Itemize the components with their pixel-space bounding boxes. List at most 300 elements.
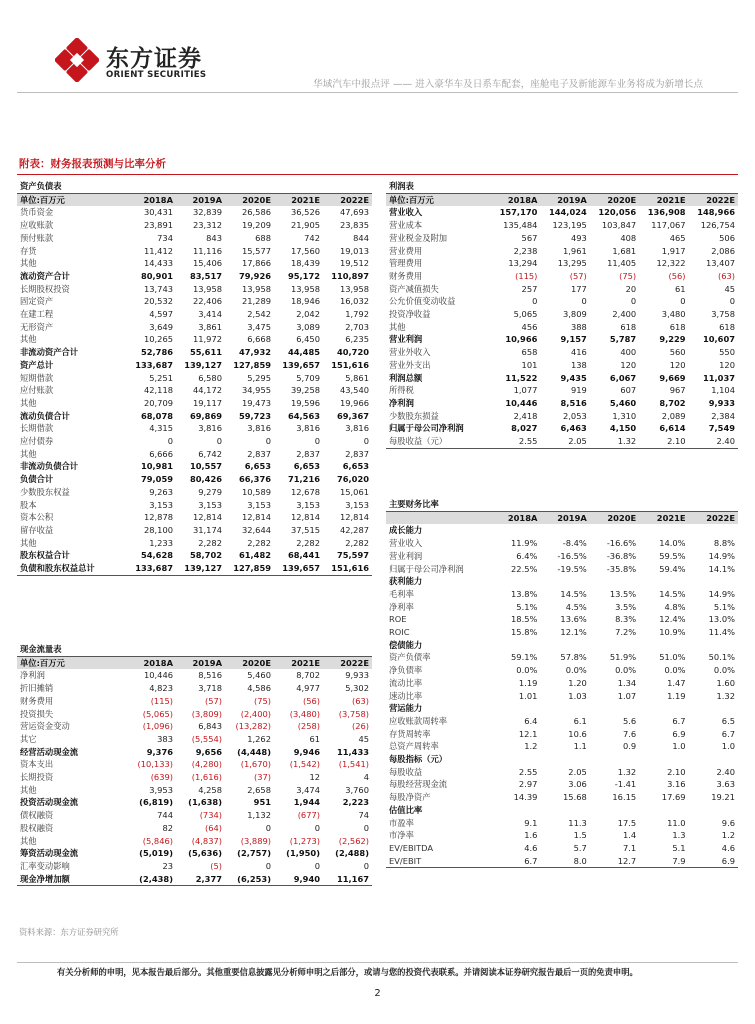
table-row (386, 804, 738, 817)
unit-label: 单位:百万元 (17, 656, 127, 669)
table-cell: 61,482 (238, 550, 271, 561)
table-row (386, 245, 738, 258)
table-cell: 19,013 (339, 245, 369, 256)
table-cell: 8.8% (713, 538, 735, 549)
table-cell: 13,294 (508, 258, 538, 269)
table-row (386, 664, 738, 677)
table-cell: 12,814 (192, 512, 222, 523)
row-label: 股权融资 (20, 822, 54, 833)
table-cell: 23 (162, 860, 173, 871)
table-cell: 1,310 (612, 410, 637, 421)
table-row (17, 695, 372, 708)
table-cell: 13.6% (560, 614, 587, 625)
table-cell: 6.9 (689, 855, 738, 868)
table-cell: (1,670) (240, 759, 271, 770)
row-label: 流动负债合计 (20, 410, 70, 421)
table-cell: 17,866 (241, 258, 271, 269)
table-cell: 7,549 (708, 423, 735, 434)
table-cell: 3,153 (247, 499, 271, 510)
table-cell: (639) (150, 772, 173, 783)
table-row (386, 715, 738, 728)
table-cell: 136,908 (647, 207, 686, 218)
row-label: 短期借款 (20, 372, 54, 383)
table-row (17, 847, 372, 860)
table-cell: 4,586 (247, 683, 271, 694)
table-cell: 3,760 (345, 784, 369, 795)
table-cell: 5,460 (609, 397, 637, 408)
table-cell: 120 (719, 359, 735, 370)
table-cell: 14.0% (659, 538, 686, 549)
table-cell (639, 639, 688, 652)
table-cell (590, 575, 639, 588)
year-header: 2022E (689, 511, 738, 524)
row-label: 投资活动现金流 (20, 797, 79, 808)
table-cell: (1,541) (338, 759, 369, 770)
table-cell: 123,195 (552, 220, 587, 231)
table-cell: 5,861 (345, 372, 369, 383)
table-cell: 2,384 (711, 410, 735, 421)
table-cell: (75) (619, 270, 637, 281)
table-cell: 11,412 (143, 245, 173, 256)
disclaimer: 有关分析师的申明，见本报告最后部分。其他重要信息披露见分析师申明之后部分，或请与您的投资代表联系。并请阅读本证券研究报告最后一页的免责申明。 (57, 967, 638, 977)
row-label: 营运能力 (389, 703, 423, 714)
table-cell (639, 753, 688, 766)
table-cell: 6,450 (296, 334, 320, 345)
table-cell: 0.0% (713, 665, 735, 676)
table-header-row (386, 511, 738, 524)
table-cell (540, 804, 589, 817)
table-cell: 1,077 (513, 385, 538, 396)
row-label: 市净率 (389, 830, 414, 841)
table-row (386, 766, 738, 779)
table-row (17, 359, 372, 372)
year-header: 2020E (225, 656, 274, 669)
row-label: 所得税 (389, 385, 414, 396)
row-label: 公允价值变动收益 (389, 296, 456, 307)
table-cell: 8,516 (560, 397, 587, 408)
table-cell: 6,843 (198, 721, 222, 732)
table-cell: 1.6 (524, 830, 538, 841)
table-cell: 2,223 (342, 797, 369, 808)
table-cell: 39,258 (290, 385, 320, 396)
table-cell: (2,488) (335, 848, 369, 859)
table-cell: 6,653 (293, 461, 320, 472)
table-cell: -16.5% (557, 550, 587, 561)
table-cell: 5.6 (622, 715, 637, 726)
table-row (386, 613, 738, 626)
table-cell: 14.39 (513, 792, 538, 803)
year-header: 2020E (590, 511, 639, 524)
table-cell: 13,958 (290, 283, 320, 294)
row-label: 归属于母公司净利润 (389, 563, 464, 574)
table-row (17, 473, 372, 486)
table-cell: (2,438) (127, 873, 176, 886)
table-cell: 58,702 (189, 550, 222, 561)
table-row (386, 791, 738, 804)
table-cell: 12,678 (290, 486, 320, 497)
table-cell: 8,027 (511, 423, 538, 434)
table-cell: 157,170 (499, 207, 538, 218)
table-cell: 2,282 (345, 537, 369, 548)
table-cell: 6,614 (659, 423, 686, 434)
table-row (386, 308, 738, 321)
table-cell: (1,638) (188, 797, 222, 808)
table-cell: 3,816 (296, 423, 320, 434)
table-cell (689, 753, 738, 766)
table-cell: 12,814 (339, 512, 369, 523)
row-label: 留存收益 (20, 524, 54, 535)
table-row (386, 639, 738, 652)
table-cell (540, 702, 589, 715)
table-cell: 618 (719, 321, 735, 332)
table-cell: 12,814 (290, 512, 320, 523)
table-cell: 6,666 (149, 448, 173, 459)
table-cell: (26) (351, 721, 369, 732)
table-cell: 14.1% (708, 563, 735, 574)
year-header: 2021E (274, 656, 323, 669)
table-cell: 493 (570, 232, 587, 243)
table-cell: 2,837 (345, 448, 369, 459)
table-cell: 83,517 (189, 270, 222, 281)
table-header-row (17, 193, 372, 206)
page-number: 2 (374, 988, 381, 999)
table-cell: 0 (314, 860, 320, 871)
table-row (386, 550, 738, 563)
table-cell: 1.03 (568, 690, 587, 701)
row-label: 少数股东权益 (20, 486, 70, 497)
table-cell: 4.6 (721, 842, 735, 853)
footer-divider (17, 962, 738, 963)
table-cell: 0 (216, 436, 222, 447)
table-cell: 68,441 (287, 550, 320, 561)
row-label: 营业税金及附加 (389, 232, 448, 243)
table-row (386, 270, 738, 283)
table-row (386, 563, 738, 576)
row-label: 债权融资 (20, 810, 54, 821)
table-cell: 11,522 (505, 372, 538, 383)
table-cell: 11,972 (192, 334, 222, 345)
table-cell: (13,282) (235, 721, 271, 732)
row-label: 营业收入 (389, 207, 423, 218)
row-label: 长期借款 (20, 423, 54, 434)
table-cell: 506 (719, 232, 735, 243)
table-cell: 10,589 (241, 486, 271, 497)
table-cell: 951 (253, 797, 271, 808)
table-cell: 5,065 (513, 309, 538, 320)
table-cell: 844 (353, 232, 369, 243)
table-cell: 95,172 (287, 270, 320, 281)
table-cell: 1.20 (568, 677, 587, 688)
table-cell: 658 (521, 347, 538, 358)
row-label: 筹资活动现金流 (20, 848, 79, 859)
table-cell: (6,253) (225, 873, 274, 886)
table-row (386, 384, 738, 397)
section-heading: 附表：财务报表预测与比率分析 (19, 158, 166, 170)
table-cell (689, 575, 738, 588)
table-cell: 6.9 (672, 728, 686, 739)
row-label: 其他 (20, 835, 37, 846)
table-cell: 138 (570, 359, 587, 370)
table-cell: 1.32 (617, 766, 637, 777)
table-cell: 110,897 (331, 270, 369, 281)
table-cell: 139,127 (176, 562, 225, 575)
table-row (17, 384, 372, 397)
table-cell: 6.7 (721, 728, 735, 739)
row-label: 获利能力 (389, 576, 423, 587)
table-cell: 101 (521, 359, 538, 370)
table-row (17, 321, 372, 334)
table-cell: 6.5 (721, 715, 735, 726)
table-cell: 80,901 (140, 270, 173, 281)
table-title-row (386, 180, 738, 193)
table-row (17, 460, 372, 473)
table-cell: 19,966 (339, 397, 369, 408)
table-cell: 12,878 (143, 512, 173, 523)
table-cell: 465 (669, 232, 686, 243)
table-cell: -1.41 (614, 779, 637, 790)
row-label: 股东权益合计 (20, 550, 70, 561)
unit-label: 单位:百万元 (386, 193, 491, 206)
table-row (17, 682, 372, 695)
table-cell: 12.7 (590, 855, 639, 868)
table-cell: (56) (668, 270, 686, 281)
table-cell: 6,580 (198, 372, 222, 383)
table-row (17, 860, 372, 873)
row-label: 营业利润 (389, 550, 423, 561)
row-label: 汇率变动影响 (20, 860, 70, 871)
brand-name: 东方证券 (106, 46, 202, 72)
row-label: 速动比率 (389, 690, 423, 701)
table-cell: 47,932 (238, 347, 271, 358)
table-cell: 6.7 (491, 855, 540, 868)
table-cell: 13,958 (192, 283, 222, 294)
table-cell: 15,406 (192, 258, 222, 269)
table-cell: 0 (581, 296, 587, 307)
table-cell: 1,944 (293, 797, 320, 808)
table-cell (590, 524, 639, 537)
table-cell: (75) (253, 695, 271, 706)
table-cell: 9,656 (195, 746, 222, 757)
table-cell: 11.4% (708, 627, 735, 638)
table-cell: 11,433 (336, 746, 369, 757)
row-label: 应收账款周转率 (389, 715, 448, 726)
table-row (17, 346, 372, 359)
table-cell: 177 (570, 283, 587, 294)
table-cell: 36,526 (290, 207, 320, 218)
table-header-row (17, 656, 372, 669)
table-cell: 3.5% (615, 601, 637, 612)
table-cell: 3,758 (711, 309, 735, 320)
table-row (17, 796, 372, 809)
year-header: 2018A (127, 656, 176, 669)
table-cell: 2,053 (563, 410, 587, 421)
table-cell: -16.6% (606, 538, 637, 549)
table-cell: (5,846) (142, 835, 173, 846)
table-row (386, 778, 738, 791)
table-cell: 5,709 (296, 372, 320, 383)
table-cell: 9,933 (345, 670, 369, 681)
row-label: 长期投资 (20, 772, 54, 783)
table-cell (590, 804, 639, 817)
table-cell: 12 (309, 772, 320, 783)
table-cell: 3,475 (247, 321, 271, 332)
table-cell: (1,950) (286, 848, 320, 859)
table-row (386, 626, 738, 639)
table-cell: 5,460 (247, 670, 271, 681)
table-row (386, 601, 738, 614)
table-cell: 6,463 (560, 423, 587, 434)
table-cell: 4,597 (149, 309, 173, 320)
table-cell: 2,282 (296, 537, 320, 548)
table-cell: 21,289 (241, 296, 271, 307)
table-row (386, 728, 738, 741)
year-header: 2019A (540, 511, 589, 524)
table-cell: 0 (363, 860, 369, 871)
table-cell: 127,859 (225, 562, 274, 575)
table-cell: 75,597 (336, 550, 369, 561)
table-cell: 127,859 (233, 359, 271, 370)
table-cell: 1.3 (672, 830, 686, 841)
table-cell: 1.4 (622, 830, 637, 841)
table-cell: 18.5% (511, 614, 538, 625)
table-cell: (5) (210, 860, 222, 871)
row-label: 预付账款 (20, 232, 54, 243)
table-cell: 13.0% (708, 614, 735, 625)
table-row (386, 257, 738, 270)
table-cell: (5,065) (142, 708, 173, 719)
row-label: 应收账款 (20, 220, 54, 231)
table-cell: 148,966 (697, 207, 735, 218)
table-cell: 0 (265, 436, 271, 447)
table-cell: 7.6 (622, 728, 637, 739)
table-cell: 14.9% (708, 550, 735, 561)
table-cell: (734) (199, 810, 222, 821)
table-cell: 1,233 (149, 537, 173, 548)
table-cell: 151,616 (331, 359, 369, 370)
table-cell: 3,953 (149, 784, 173, 795)
table-cell (491, 524, 540, 537)
table-cell: 6,067 (609, 372, 637, 383)
table-cell: 139,657 (282, 359, 320, 370)
table-cell: 10,557 (189, 461, 222, 472)
table-row (17, 308, 372, 321)
table-row (386, 333, 738, 346)
table-cell: 61 (309, 733, 320, 744)
row-label: 现金净增加额 (17, 873, 127, 886)
table-row (386, 817, 738, 830)
table-cell: 23,835 (339, 220, 369, 231)
row-label: 每股收益（元） (386, 435, 491, 448)
table-cell: 4.8% (664, 601, 686, 612)
table-cell: 2,089 (661, 410, 686, 421)
row-label: 净利润 (20, 670, 45, 681)
row-label: 财务费用 (20, 695, 54, 706)
table-cell: 967 (669, 385, 686, 396)
table-cell: 10,265 (143, 334, 173, 345)
income-statement-table (386, 180, 738, 449)
table-cell: 26,586 (241, 207, 271, 218)
table-row (17, 410, 372, 423)
table-cell: 19,596 (290, 397, 320, 408)
table-cell: 40,720 (336, 347, 369, 358)
table-cell: 76,020 (336, 474, 369, 485)
table-row (386, 346, 738, 359)
table-cell: 117,067 (651, 220, 686, 231)
row-label: 应付账款 (20, 385, 54, 396)
table-cell: (4,280) (191, 759, 222, 770)
table-cell: 0 (167, 436, 173, 447)
table-cell: 2,377 (176, 873, 225, 886)
row-label: 营运资金变动 (20, 721, 70, 732)
row-label: EV/EBITDA (389, 842, 434, 853)
table-cell: (3,809) (191, 708, 222, 719)
table-row (386, 359, 738, 372)
table-cell: 45 (724, 283, 735, 294)
row-label: 营业成本 (389, 220, 423, 231)
table-row (17, 746, 372, 759)
table-cell: 3,153 (149, 499, 173, 510)
table-cell: 44,485 (287, 347, 320, 358)
table-cell: 12.1 (518, 728, 538, 739)
table-cell: 2,282 (247, 537, 271, 548)
table-cell: 1.07 (617, 690, 637, 701)
table-cell: 5.7 (573, 842, 587, 853)
table-cell: 1.0 (672, 741, 686, 752)
table-cell: 2.40 (716, 766, 735, 777)
table-row (386, 295, 738, 308)
table-cell: 2.40 (689, 435, 738, 448)
table-cell: 0 (265, 860, 271, 871)
table-row (386, 651, 738, 664)
table-cell: (1,096) (142, 721, 173, 732)
row-label: 非流动资产合计 (20, 347, 79, 358)
table-cell: 2,086 (711, 245, 735, 256)
section-divider (17, 174, 738, 175)
table-cell: 3,861 (198, 321, 222, 332)
table-cell: 2,042 (296, 309, 320, 320)
row-label: 经营活动现金流 (20, 746, 79, 757)
table-cell: -36.8% (606, 550, 637, 561)
table-row (386, 677, 738, 690)
table-row (17, 758, 372, 771)
table-cell: 9.6 (721, 817, 735, 828)
table-cell: 9,279 (198, 486, 222, 497)
table-cell: 0 (265, 822, 271, 833)
table-cell: 1,132 (247, 810, 271, 821)
table-row (386, 588, 738, 601)
table-cell: 0 (363, 436, 369, 447)
row-label: 固定资产 (20, 296, 54, 307)
table-cell: (1,273) (289, 835, 320, 846)
table-cell: 1.19 (667, 690, 686, 701)
table-cell (590, 753, 639, 766)
table-row (17, 708, 372, 721)
table-cell: 2.10 (667, 766, 686, 777)
row-label: 投资净收益 (389, 309, 431, 320)
table-cell: 18,439 (290, 258, 320, 269)
row-label: 应付债券 (20, 436, 54, 447)
table-cell: 13.8% (511, 588, 538, 599)
table-cell (689, 804, 738, 817)
table-cell: 0 (630, 296, 637, 307)
table-cell: 22.5% (511, 563, 538, 574)
table-cell: 11,116 (192, 245, 222, 256)
row-label: 流动比率 (389, 677, 423, 688)
table-cell: 550 (719, 347, 735, 358)
row-label: 成长能力 (389, 525, 423, 536)
table-cell: 103,847 (601, 220, 637, 231)
table-cell: 23,891 (143, 220, 173, 231)
